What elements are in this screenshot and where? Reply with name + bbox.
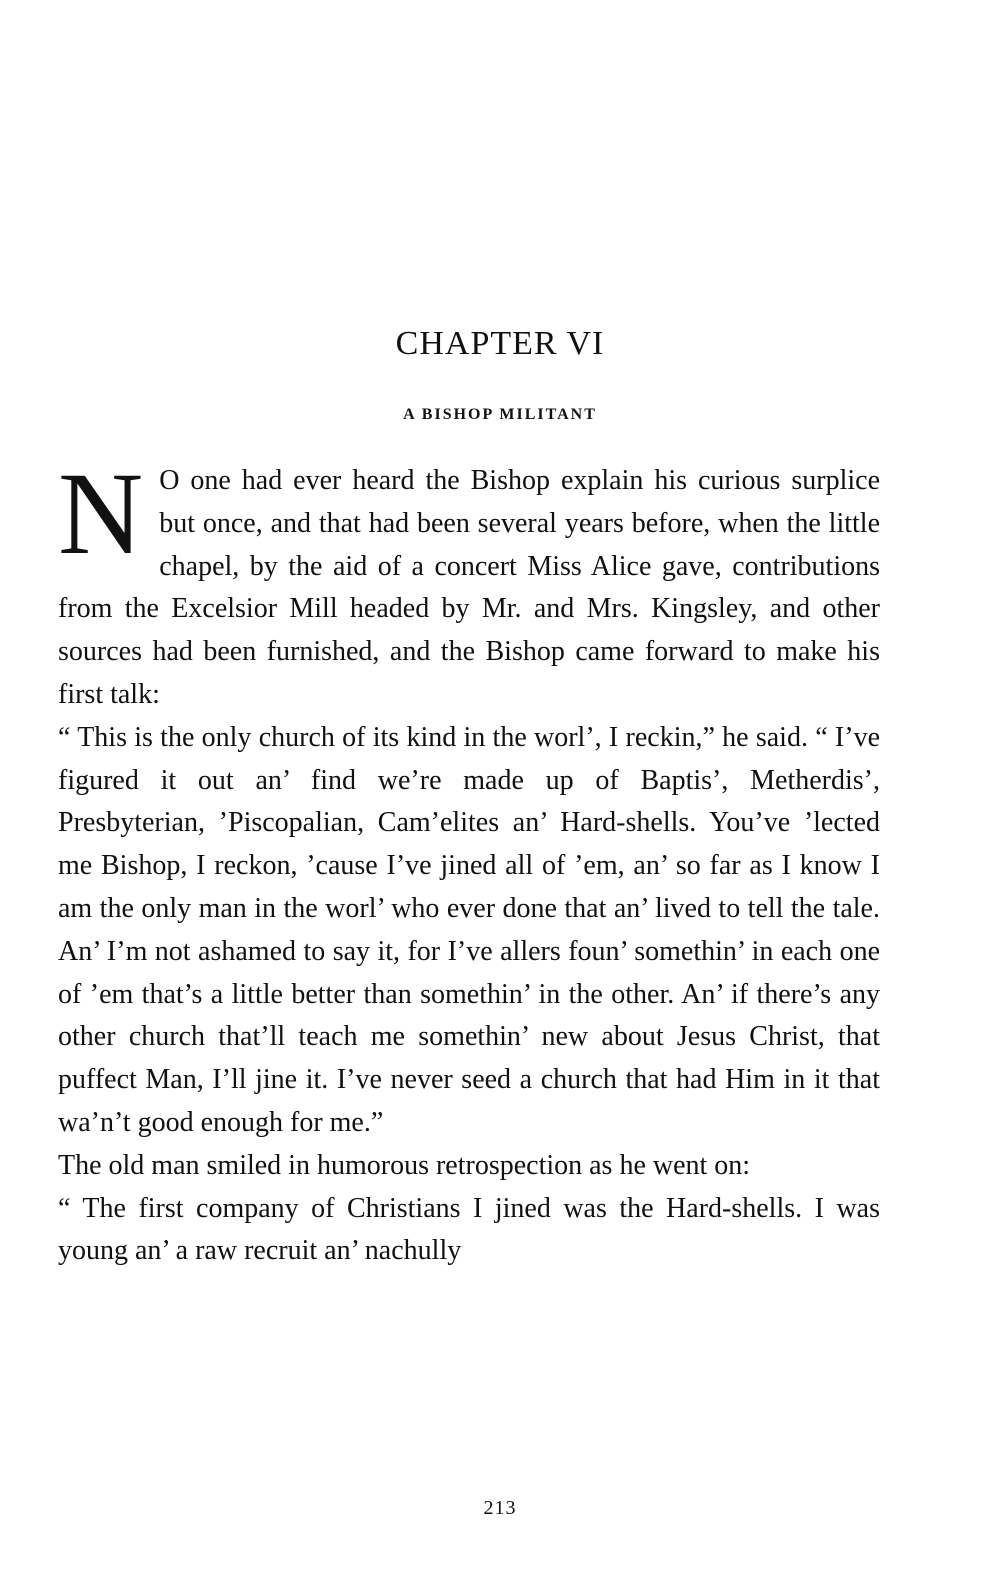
paragraph-4: “ The first company of Christians I jined was the Hard-shells. I was young an’ a raw recruit an’ nachully	[58, 1192, 880, 1267]
drop-cap: N	[58, 448, 144, 579]
paragraph-1	[58, 448, 880, 717]
page-number: 213	[483, 1497, 517, 1519]
paragraph-1-text: O one had ever heard the Bishop explain his curious surplice but once, and that had been several years before, when the little chapel, by the aid of a concert Miss Alice gave, contributions from the Excelsior Mill headed by Mr. and Mrs. Kingsley, and other sources had been furnished, and the Bishop came forward to make his first talk:	[58, 465, 880, 710]
chapter-subtitle: A BISHOP MILITANT	[403, 406, 597, 423]
paragraph-2: “ This is the only church of its kind in the worl’, I reckin,” he said. “ I’ve figured it out an’ find we’re made up of Baptis’, Metherdis’, Presbyterian, ’Piscopalian, Cam’elites an’ Hard-shells. You’ve ’lected me Bishop, I reckon, ’cause I’ve jined all of ’em, an’ so far as I know I am the only man in the worl’ who ever done that an’ lived to tell the tale. An’ I’m not ashamed to say it, for I’ve allers foun’ somethin’ in each one of ’em that’s a little better than somethin’ in the other. An’ if there’s any other church that’ll teach me somethin’ new about Jesus Christ, that puffect Man, I’ll jine it. I’ve never seed a church that had Him in it that wa’n’t good enough for me.”	[58, 721, 880, 1138]
chapter-title: CHAPTER VI	[395, 325, 605, 362]
chapter-body	[58, 448, 880, 1273]
paragraph-3: The old man smiled in humorous retrospection as he went on:	[58, 1149, 751, 1181]
